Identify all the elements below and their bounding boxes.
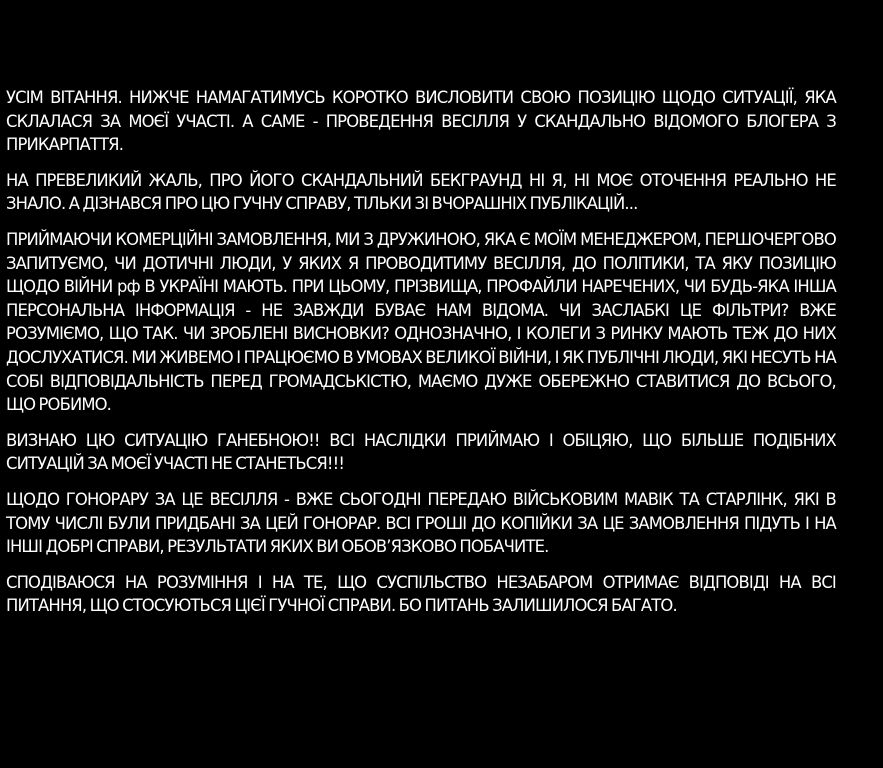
paragraph-background: НА ПРЕВЕЛИКИЙ ЖАЛЬ, ПРО ЙОГО СКАНДАЛЬНИЙ БЕКГРАУНД НІ Я, НІ МОЄ ОТОЧЕННЯ РЕАЛЬНО НЕ ЗНАЛО. А ДІЗНАВСЯ ПРО ЦЮ ГУЧНУ СПРАВУ, ТІЛЬКИ ЗІ ВЧОРАШНІХ ПУБЛІКАЦІЙ... [6, 170, 836, 215]
paragraph-process: ПРИЙМАЮЧИ КОМЕРЦІЙНІ ЗАМОВЛЕННЯ, МИ З ДРУЖИНОЮ, ЯКА Є МОЇМ МЕНЕДЖЕРОМ, ПЕРШОЧЕРГОВО ЗАПИТУЄМО, ЧИ ДОТИЧНІ ЛЮДИ, У ЯКИХ Я ПРОВОДИТИМУ ВЕСІЛЛЯ, ДО ПОЛІТИКИ, ТА ЯКУ ПОЗИЦІЮ ЩОДО ВІЙНИ рф В УКРАЇНІ МАЮТЬ. ПРИ ЦЬОМУ, ПРІЗВИЩА, ПРОФАЙЛИ НАРЕЧЕНИХ, ЧИ БУДЬ-ЯКА ІНША ПЕРСОНАЛЬНА ІНФОРМАЦІЯ - НЕ ЗАВЖДИ БУВАЄ НАМ ВІДОМА. ЧИ ЗАСЛАБКІ ЦЕ ФІЛЬТРИ? ВЖЕ РОЗУМІЄМО, ЩО ТАК. ЧИ ЗРОБЛЕНІ ВИСНОВКИ? ОДНОЗНАЧНО, І КОЛЕГИ З РИНКУ МАЮТЬ ТЕЖ ДО НИХ ДОСЛУХАТИСЯ. МИ ЖИВЕМО І ПРАЦЮЄМО В УМОВАХ ВЕЛИКОЇ ВІЙНИ, І ЯК ПУБЛІЧНІ ЛЮДИ, ЯКІ НЕСУТЬ НА СОБІ ВІДПОВІДАЛЬНІСТЬ ПЕРЕД ГРОМАДСЬКІСТЮ, МАЄМО ДУЖЕ ОБЕРЕЖНО СТАВИТИСЯ ДО ВСЬОГО, ЩО РОБИМО. [6, 229, 836, 416]
paragraph-fee: ЩОДО ГОНОРАРУ ЗА ЦЕ ВЕСІЛЛЯ - ВЖЕ СЬОГОДНІ ПЕРЕДАЮ ВІЙСЬКОВИМ МАВІК ТА СТАРЛІНК, ЯКІ В ТОМУ ЧИСЛІ БУЛИ ПРИДБАНІ ЗА ЦЕЙ ГОНОРАР. ВСІ ГРОШІ ДО КОПІЙКИ ЗА ЦЕ ЗАМОВЛЕННЯ ПІДУТЬ І НА ІНШІ ДОБРІ СПРАВИ, РЕЗУЛЬТАТИ ЯКИХ ВИ ОБОВ’ЯЗКОВО ПОБАЧИТЕ. [6, 489, 836, 558]
paragraph-greeting: УСІМ ВІТАННЯ. НИЖЧЕ НАМАГАТИМУСЬ КОРОТКО ВИСЛОВИТИ СВОЮ ПОЗИЦІЮ ЩОДО СИТУАЦІЇ, ЯКА СКЛАЛАСЯ ЗА МОЄЇ УЧАСТІ. А САМЕ - ПРОВЕДЕННЯ ВЕСІЛЛЯ У СКАНДАЛЬНО ВІДОМОГО БЛОГЕРА З ПРИКАРПАТТЯ. [6, 88, 836, 156]
paragraph-closing: СПОДІВАЮСЯ НА РОЗУМІННЯ І НА ТЕ, ЩО СУСПІЛЬСТВО НЕЗАБАРОМ ОТРИМАЄ ВІДПОВІДІ НА ВСІ ПИТАННЯ, ЩО СТОСУЮТЬСЯ ЦІЄЇ ГУЧНОЇ СПРАВИ. БО ПИТАНЬ ЗАЛИШИЛОСЯ БАГАТО. [6, 572, 836, 617]
statement-text [6, 87, 836, 631]
paragraph-admission: ВИЗНАЮ ЦЮ СИТУАЦІЮ ГАНЕБНОЮ!! ВСІ НАСЛІДКИ ПРИЙМАЮ І ОБІЦЯЮ, ЩО БІЛЬШЕ ПОДІБНИХ СИТУАЦІЙ ЗА МОЄЇ УЧАСТІ НЕ СТАНЕТЬСЯ!!! [6, 430, 836, 475]
